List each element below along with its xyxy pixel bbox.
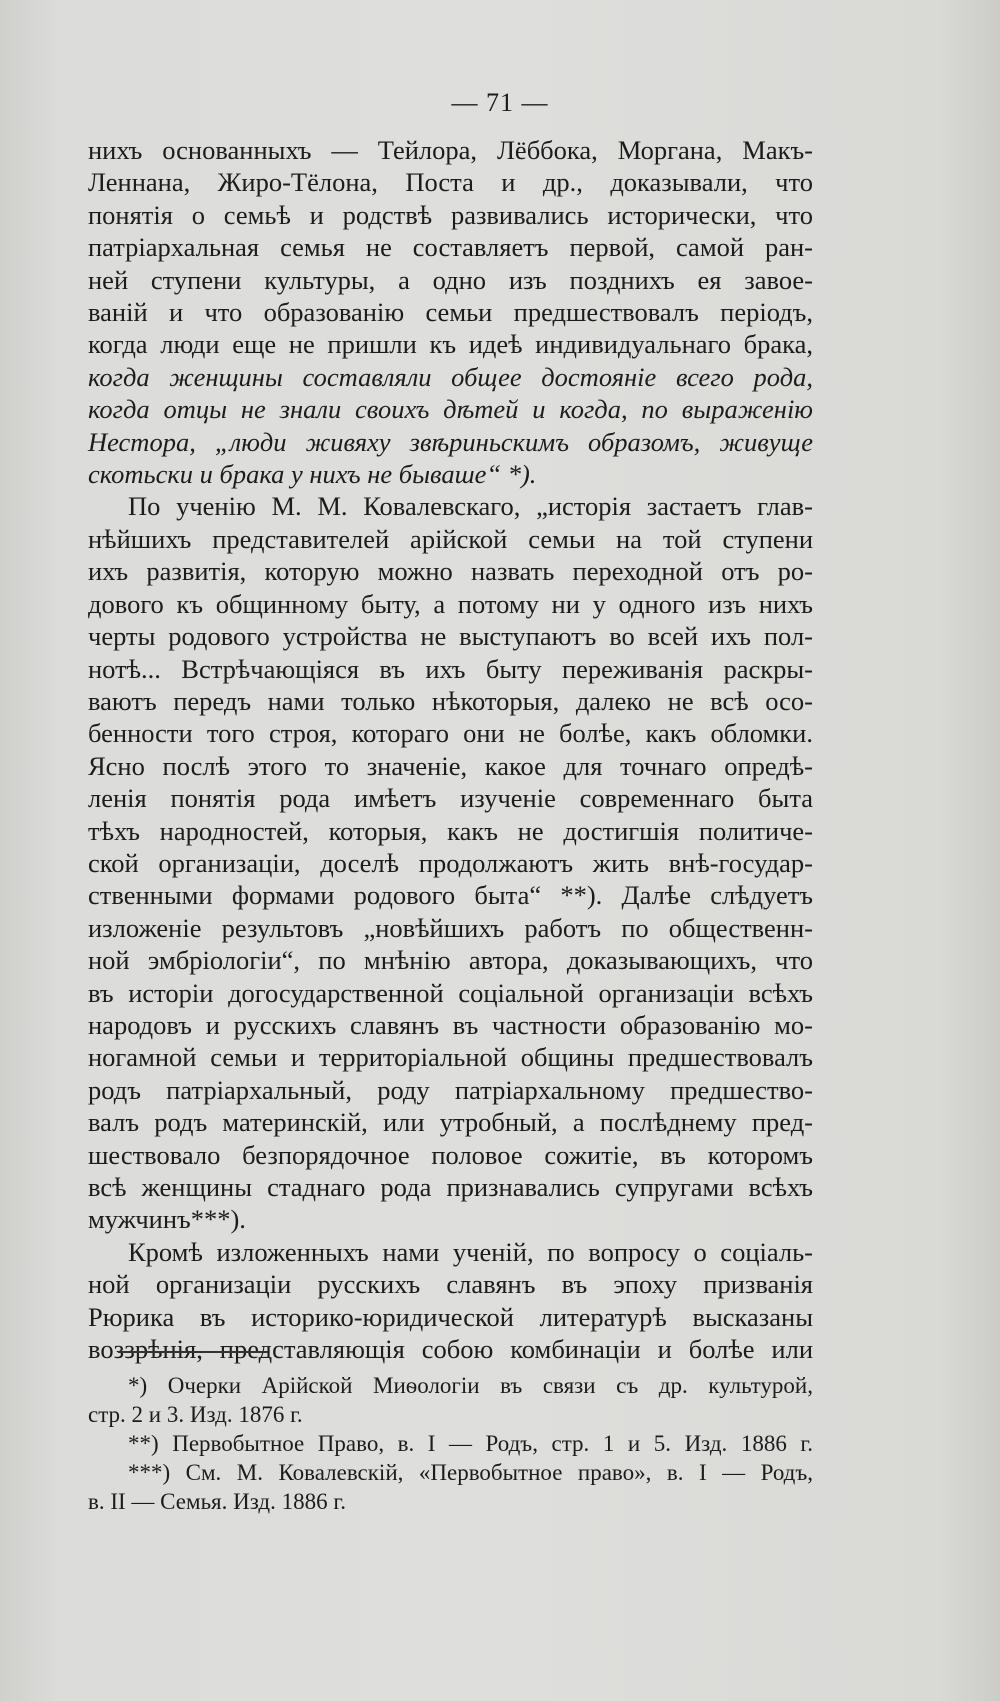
text-line: народовъ и русскихъ славянъ въ частности образованію мо- xyxy=(88,1009,813,1040)
text-line: нихъ основанныхъ — Тейлора, Лёббока, Моргана, Макъ- xyxy=(88,135,813,165)
text-line: шествовало безпорядочное половое сожитіе, въ которомъ xyxy=(88,1139,813,1170)
text-line: ней ступени культуры, а одно изъ позднихъ ея завое- xyxy=(88,264,813,295)
text-line: ногамной семьи и территоріальной общины предшествовалъ xyxy=(88,1042,813,1073)
body-text xyxy=(88,134,813,1365)
text-line: тѣхъ народностей, которыя, какъ не достигшія политиче- xyxy=(88,815,813,846)
text-line: ной организаціи русскихъ славянъ въ эпоху призванія xyxy=(88,1269,813,1300)
text-line: ственными формами родового быта“ **). Далѣе слѣдуетъ xyxy=(88,880,813,911)
text-line: родъ патріархальный, роду патріархальному предшество- xyxy=(88,1074,813,1105)
text-line: когда отцы не знали своихъ дѣтей и когда, по выраженію xyxy=(88,394,813,425)
text-line: скотьски и брака у нихъ не бываше“ *). xyxy=(88,459,537,490)
text-line: ленія понятія рода имѣетъ изученіе современнаго быта xyxy=(88,783,813,814)
footnote-line: в. II — Семья. Изд. 1886 г. xyxy=(88,1489,346,1514)
footnote-line: ***) См. М. Ковалевскій, «Первобытное право», в. I — Родъ, xyxy=(128,1460,813,1485)
text-line: ской организаціи, доселѣ продолжаютъ жить внѣ-государ- xyxy=(88,847,813,878)
text-line: мужчинъ***). xyxy=(88,1204,246,1235)
text-line: ваній и что образованію семьи предшествовалъ періодъ, xyxy=(88,297,813,328)
text-line: когда люди еще не пришли къ идеѣ индивидуальнаго брака, xyxy=(88,329,813,360)
text-line: патріархальная семья не составляетъ первой, самой ран- xyxy=(88,232,813,263)
footnote-line: *) Очерки Арійской Миѳологіи въ связи съ др. культурой, xyxy=(128,1373,813,1398)
text-line: Ясно послѣ этого то значеніе, какое для точнаго опредѣ- xyxy=(88,750,813,781)
footnotes xyxy=(88,1371,813,1516)
text-line: всѣ женщины стаднаго рода признавались супругами всѣхъ xyxy=(88,1172,813,1202)
text-line: валъ родъ материнскій, или утробный, а послѣднему пред- xyxy=(88,1107,813,1138)
text-line: изложеніе результовъ „новѣйшихъ работъ по общественн- xyxy=(88,912,813,943)
text-line: Нестора, „люди живяху звѣриньскимъ образомъ, живуще xyxy=(88,426,813,457)
footnote-line: **) Первобытное Право, в. I — Родъ, стр. 1 и 5. Изд. 1886 г. xyxy=(128,1431,813,1456)
text-line: ной эмбріологіи“, по мнѣнію автора, доказывающихъ, что xyxy=(88,945,813,976)
text-line: въ исторіи догосударственной соціальной организаціи всѣхъ xyxy=(88,977,813,1008)
text-line: По ученію М. М. Ковалевскаго, „исторія застаетъ глав- xyxy=(128,491,813,522)
text-line: дового къ общинному быту, а потому ни у одного изъ нихъ xyxy=(88,588,813,619)
text-line: бенности того строя, котораго они не болѣе, какъ обломки. xyxy=(88,718,813,749)
text-line: ихъ развитія, которую можно назвать переходной отъ ро- xyxy=(88,556,813,587)
text-line: понятія о семьѣ и родствѣ развивались исторически, что xyxy=(88,199,813,230)
text-line: черты родового устройства не выступаютъ во всей ихъ пол- xyxy=(88,621,813,652)
paragraph xyxy=(88,490,813,1235)
footnote-rule xyxy=(118,1351,268,1353)
text-line: Рюрика въ историко-юридической литературѣ высказаны xyxy=(88,1301,813,1332)
page-number: — 71 — xyxy=(451,88,549,117)
text-line: Кромѣ изложенныхъ нами ученій, по вопросу о соціаль- xyxy=(128,1236,813,1267)
text-line: нотѣ... Встрѣчающіяся въ ихъ быту переживанія раскры- xyxy=(88,653,813,684)
text-line: ваютъ передъ нами только нѣкоторыя, далеко не всѣ осо- xyxy=(88,685,813,716)
footnote-line: стр. 2 и 3. Изд. 1876 г. xyxy=(88,1402,303,1427)
text-line: нѣйшихъ представителей арійской семьи на той ступени xyxy=(88,523,813,554)
text-line: когда женщины составляли общее достояніе всего рода, xyxy=(88,361,813,392)
text-line: Леннана, Жиро-Тёлона, Поста и др., доказывали, что xyxy=(88,167,813,198)
text-line: воззрѣнія, представляющія собою комбинаціи и болѣе или xyxy=(88,1334,813,1365)
paragraph xyxy=(88,134,813,490)
paragraph xyxy=(88,1236,813,1366)
